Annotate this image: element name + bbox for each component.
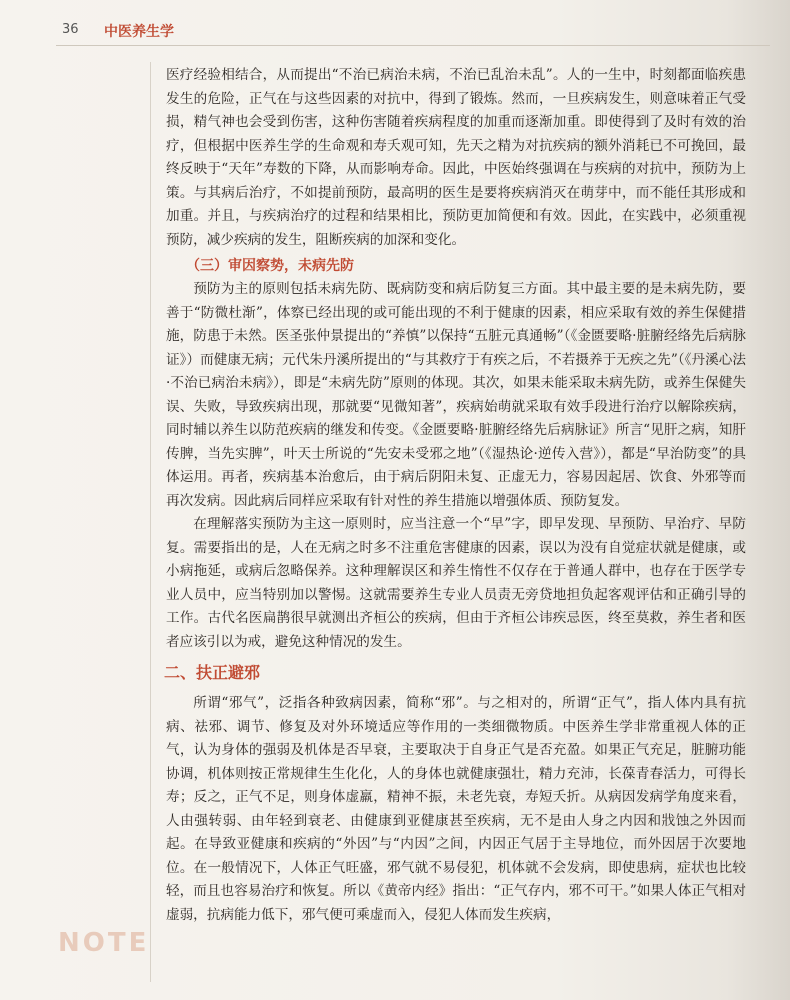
paragraph: 所谓“邪气”，泛指各种致病因素，简称“邪”。与之相对的，所谓“正气”，指人体内具有抗病、祛邪、调节、修复及对外环境适应等作用的一类细微物质。中医养生学非常重视人体的正气，认为身体的强弱及机体是否早衰，主要取决于自身正气是否充盈。如果正气充足，脏腑功能协调，机体则按正常规律生生化化，人的身体也就健康强壮，精力充沛，长葆青春活力，可得长寿；反之，正气不足，则身体虚羸，精神不振，未老先衰，寿短夭折。从病因发病学角度来看，人由强转弱、由年轻到衰老、由健康到亚健康甚至疾病，无不是由人身之内因和戕蚀之外因而起。在导致亚健康和疾病的“外因”与“内因”之间，内因正气居于主导地位，而外因居于次要地位。在一般情况下，人体正气旺盛，邪气就不易侵犯，机体就不会发病，即使患病，症状也比较轻，而且也容易治疗和恢复。所以《黄帝内经》指出：“正气存内，邪不可干。”如果人体正气相对虚弱，抗病能力低下，邪气便可乘虚而入，侵犯人体而发生疾病， <box>166 695 746 923</box>
header-divider <box>56 45 770 46</box>
body-text <box>166 64 746 927</box>
book-title: 中医养生学 <box>104 24 174 40</box>
note-logo: NOTE <box>58 928 150 958</box>
page-number: 36 <box>62 22 79 37</box>
section-heading-3: （三）审因察势，未病先防 <box>186 258 354 274</box>
margin-divider <box>150 62 151 982</box>
page-header <box>56 18 770 44</box>
section-heading-2: 二、扶正避邪 <box>164 663 261 682</box>
paragraph: 医疗经验相结合，从而提出“不治已病治未病，不治已乱治未乱”。人的一生中，时刻都面临疾患发生的危险，正气在与这些因素的对抗中，得到了锻炼。然而，一旦疾病发生，则意味着正气受损，精气神也会受到伤害，这种伤害随着疾病程度的加重而逐渐加重。即使得到了及时有效的治疗，但根据中医养生学的生命观和寿夭观可知，先天之精为对抗疾病的额外消耗已不可挽回，最终反映于“天年”寿数的下降，从而影响寿命。因此，中医始终强调在与疾病的对抗中，预防为上策。与其病后治疗，不如提前预防，最高明的医生是要将疾病消灭在萌芽中，而不能任其形成和加重。并且，与疾病治疗的过程和结果相比，预防更加简便和有效。因此，在实践中，必须重视预防，减少疾病的发生，阻断疾病的加深和变化。 <box>166 67 746 248</box>
paragraph: 在理解落实预防为主这一原则时，应当注意一个“早”字，即早发现、早预防、早治疗、早防复。需要指出的是，人在无病之时多不注重危害健康的因素，误以为没有自觉症状就是健康，或小病拖延，或病后忽略保养。这种理解误区和养生惰性不仅存在于普通人群中，也存在于医学专业人员中，应当特别加以警惕。这就需要养生专业人员责无旁贷地担负起客观评估和正确引导的工作。古代名医扁鹊很早就测出齐桓公的疾病，但由于齐桓公讳疾忌医，终至莫救，养生者和医者应该引以为戒，避免这种情况的发生。 <box>166 516 746 650</box>
paragraph: 预防为主的原则包括未病先防、既病防变和病后防复三方面。其中最主要的是未病先防，要善于“防微杜渐”，体察已经出现的或可能出现的不利于健康的因素，相应采取有效的养生保健措施，防患于未然。医圣张仲景提出的“养慎”以保持“五脏元真通畅”（《金匮要略·脏腑经络先后病脉证》）而健康无病；元代朱丹溪所提出的“与其救疗于有疾之后，不若摄养于无疾之先”（《丹溪心法·不治已病治未病》），即是“未病先防”原则的体现。其次，如果未能采取未病先防，或养生保健失误、失败，导致疾病出现，那就要“见微知著”，疾病始萌就采取有效手段进行治疗以解除疾病，同时辅以养生以防范疾病的继发和传变。《金匮要略·脏腑经络先后病脉证》所言“见肝之病，知肝传脾，当先实脾”，叶天士所说的“先安未受邪之地”（《湿热论·逆传入营》），都是“早治防变”的具体运用。再者，疾病基本治愈后，由于病后阴阳未复、正虚无力，容易因起居、饮食、外邪等而再次发病。因此病后同样应采取有针对性的养生措施以增强体质、预防复发。 <box>166 281 746 509</box>
